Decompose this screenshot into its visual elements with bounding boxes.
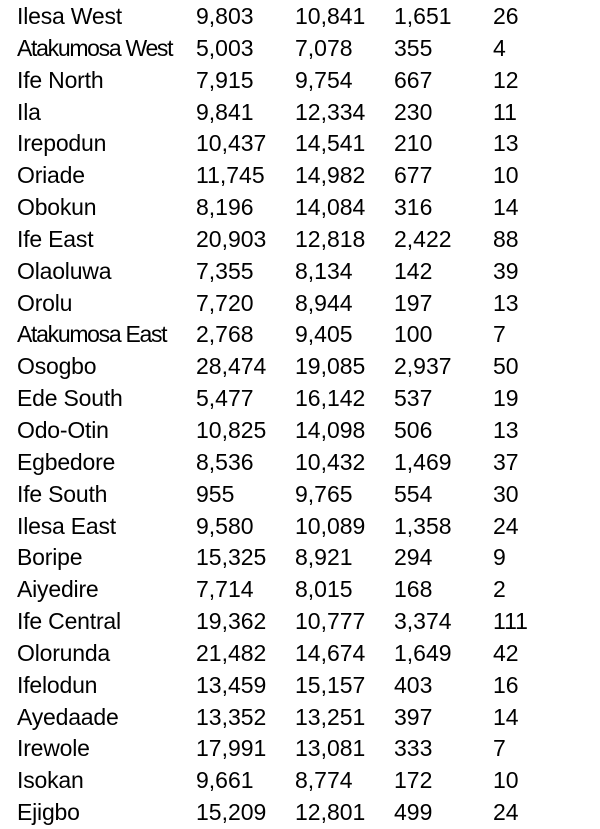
value-cell-c: 1,358 xyxy=(394,512,452,539)
lga-name-cell: Ede South xyxy=(17,385,123,412)
value-cell-b: 8,774 xyxy=(295,767,353,794)
lga-name-cell: Ila xyxy=(17,98,41,125)
table-row xyxy=(0,288,560,320)
table-row xyxy=(0,224,560,256)
value-cell-a: 9,803 xyxy=(196,3,254,29)
lga-name-cell: Egbedore xyxy=(17,448,116,475)
lga-name-cell: Atakumosa West xyxy=(17,34,173,61)
value-cell-b: 14,674 xyxy=(295,639,366,666)
table-row xyxy=(0,765,560,797)
value-cell-b: 9,765 xyxy=(295,480,353,507)
value-cell-a: 13,352 xyxy=(196,703,267,730)
table-row xyxy=(0,479,560,511)
lga-name-cell: Ilesa West xyxy=(17,3,122,29)
value-cell-b: 12,801 xyxy=(295,799,366,826)
value-cell-a: 5,003 xyxy=(196,34,254,61)
value-cell-b: 19,085 xyxy=(295,353,366,380)
value-cell-b: 9,754 xyxy=(295,66,353,93)
value-cell-a: 10,825 xyxy=(196,416,267,443)
value-cell-c: 333 xyxy=(394,735,433,762)
value-cell-d: 7 xyxy=(493,321,506,348)
value-cell-b: 10,777 xyxy=(295,608,366,635)
value-cell-d: 16 xyxy=(493,671,519,698)
lga-name-cell: Ife North xyxy=(17,66,104,93)
value-cell-d: 24 xyxy=(493,512,519,539)
value-cell-c: 2,422 xyxy=(394,225,452,252)
lga-name-cell: Orolu xyxy=(17,289,73,316)
value-cell-a: 955 xyxy=(196,480,235,507)
value-cell-c: 403 xyxy=(394,671,433,698)
value-cell-d: 50 xyxy=(493,353,519,380)
table-row xyxy=(0,797,560,829)
value-cell-b: 12,818 xyxy=(295,225,366,252)
value-cell-d: 26 xyxy=(493,3,519,29)
value-cell-d: 13 xyxy=(493,289,519,316)
lga-name-cell: Ayedaade xyxy=(17,703,119,730)
lga-data-table xyxy=(0,1,560,829)
value-cell-c: 294 xyxy=(394,544,433,571)
value-cell-d: 9 xyxy=(493,544,506,571)
value-cell-c: 677 xyxy=(394,162,433,189)
lga-name-cell: Irepodun xyxy=(17,130,107,157)
table-row xyxy=(0,447,560,479)
lga-name-cell: Ejigbo xyxy=(17,799,80,826)
value-cell-b: 8,134 xyxy=(295,257,353,284)
value-cell-a: 10,437 xyxy=(196,130,267,157)
value-cell-b: 10,432 xyxy=(295,448,366,475)
value-cell-d: 111 xyxy=(493,608,528,635)
lga-name-cell: Boripe xyxy=(17,544,83,571)
value-cell-b: 10,841 xyxy=(295,3,366,29)
value-cell-c: 210 xyxy=(394,130,433,157)
lga-name-cell: Isokan xyxy=(17,767,84,794)
table-body xyxy=(0,1,560,829)
value-cell-c: 142 xyxy=(394,257,433,284)
table-row xyxy=(0,256,560,288)
table-row xyxy=(0,733,560,765)
value-cell-c: 537 xyxy=(394,385,433,412)
value-cell-b: 14,982 xyxy=(295,162,366,189)
lga-name-cell: Ifelodun xyxy=(17,671,98,698)
value-cell-c: 316 xyxy=(394,194,433,221)
value-cell-d: 13 xyxy=(493,416,519,443)
value-cell-c: 197 xyxy=(394,289,433,316)
lga-name-cell: Osogbo xyxy=(17,353,97,380)
value-cell-b: 16,142 xyxy=(295,385,366,412)
value-cell-b: 8,944 xyxy=(295,289,353,316)
value-cell-a: 7,915 xyxy=(196,66,254,93)
table-row xyxy=(0,606,560,638)
value-cell-b: 15,157 xyxy=(295,671,366,698)
value-cell-c: 168 xyxy=(394,576,433,603)
value-cell-c: 355 xyxy=(394,34,433,61)
value-cell-d: 37 xyxy=(493,448,519,475)
table-row xyxy=(0,383,560,415)
value-cell-a: 28,474 xyxy=(196,353,267,380)
value-cell-b: 8,921 xyxy=(295,544,353,571)
value-cell-b: 14,541 xyxy=(295,130,366,157)
value-cell-d: 13 xyxy=(493,130,519,157)
value-cell-a: 9,661 xyxy=(196,767,254,794)
value-cell-a: 5,477 xyxy=(196,385,254,412)
value-cell-c: 1,649 xyxy=(394,639,452,666)
value-cell-c: 506 xyxy=(394,416,433,443)
lga-name-cell: Ife East xyxy=(17,225,94,252)
value-cell-a: 20,903 xyxy=(196,225,267,252)
value-cell-a: 7,714 xyxy=(196,576,254,603)
value-cell-a: 9,841 xyxy=(196,98,254,125)
lga-name-cell: Ilesa East xyxy=(17,512,116,539)
value-cell-b: 14,084 xyxy=(295,194,366,221)
table-row xyxy=(0,319,560,351)
value-cell-a: 9,580 xyxy=(196,512,254,539)
table-row xyxy=(0,128,560,160)
value-cell-d: 2 xyxy=(493,576,506,603)
lga-name-cell: Aiyedire xyxy=(17,576,99,603)
value-cell-c: 100 xyxy=(394,321,433,348)
value-cell-a: 7,720 xyxy=(196,289,254,316)
value-cell-a: 2,768 xyxy=(196,321,254,348)
value-cell-c: 3,374 xyxy=(394,608,452,635)
table-row xyxy=(0,670,560,702)
table-row xyxy=(0,192,560,224)
lga-name-cell: Irewole xyxy=(17,735,90,762)
table-row xyxy=(0,351,560,383)
value-cell-c: 1,469 xyxy=(394,448,452,475)
value-cell-c: 172 xyxy=(394,767,433,794)
value-cell-d: 19 xyxy=(493,385,519,412)
value-cell-c: 667 xyxy=(394,66,433,93)
value-cell-b: 7,078 xyxy=(295,34,353,61)
value-cell-c: 397 xyxy=(394,703,433,730)
value-cell-c: 499 xyxy=(394,799,433,826)
table-row xyxy=(0,33,560,65)
value-cell-a: 13,459 xyxy=(196,671,267,698)
value-cell-d: 30 xyxy=(493,480,519,507)
table-row xyxy=(0,574,560,606)
value-cell-d: 14 xyxy=(493,194,519,221)
lga-name-cell: Ife South xyxy=(17,480,108,507)
value-cell-d: 10 xyxy=(493,162,519,189)
value-cell-d: 10 xyxy=(493,767,519,794)
value-cell-d: 12 xyxy=(493,66,519,93)
value-cell-d: 11 xyxy=(493,98,517,125)
table-row xyxy=(0,160,560,192)
table-row xyxy=(0,415,560,447)
value-cell-a: 7,355 xyxy=(196,257,254,284)
value-cell-b: 8,015 xyxy=(295,576,353,603)
value-cell-a: 21,482 xyxy=(196,639,267,666)
value-cell-c: 2,937 xyxy=(394,353,452,380)
lga-name-cell: Olorunda xyxy=(17,639,111,666)
lga-name-cell: Oriade xyxy=(17,162,85,189)
value-cell-d: 4 xyxy=(493,34,506,61)
table-row xyxy=(0,542,560,574)
lga-name-cell: Atakumosa East xyxy=(17,321,167,348)
lga-name-cell: Odo-Otin xyxy=(17,416,109,443)
value-cell-d: 39 xyxy=(493,257,519,284)
table-row xyxy=(0,65,560,97)
value-cell-b: 13,251 xyxy=(295,703,366,730)
value-cell-c: 554 xyxy=(394,480,433,507)
value-cell-c: 1,651 xyxy=(394,3,452,29)
value-cell-d: 7 xyxy=(493,735,506,762)
value-cell-d: 14 xyxy=(493,703,519,730)
value-cell-b: 9,405 xyxy=(295,321,353,348)
value-cell-a: 11,745 xyxy=(196,162,265,189)
value-cell-d: 88 xyxy=(493,225,519,252)
value-cell-a: 8,536 xyxy=(196,448,254,475)
lga-name-cell: Ife Central xyxy=(17,608,121,635)
table-row xyxy=(0,638,560,670)
value-cell-a: 15,325 xyxy=(196,544,267,571)
value-cell-a: 19,362 xyxy=(196,608,267,635)
value-cell-d: 42 xyxy=(493,639,519,666)
lga-name-cell: Obokun xyxy=(17,194,97,221)
value-cell-b: 10,089 xyxy=(295,512,366,539)
table-row xyxy=(0,702,560,734)
lga-name-cell: Olaoluwa xyxy=(17,257,112,284)
value-cell-a: 15,209 xyxy=(196,799,267,826)
table-row xyxy=(0,97,560,129)
table-row xyxy=(0,1,560,33)
value-cell-a: 17,991 xyxy=(196,735,267,762)
data-table-container xyxy=(0,1,600,829)
value-cell-c: 230 xyxy=(394,98,433,125)
value-cell-a: 8,196 xyxy=(196,194,254,221)
value-cell-d: 24 xyxy=(493,799,519,826)
table-row xyxy=(0,511,560,543)
value-cell-b: 14,098 xyxy=(295,416,366,443)
value-cell-b: 13,081 xyxy=(295,735,366,762)
value-cell-b: 12,334 xyxy=(295,98,366,125)
